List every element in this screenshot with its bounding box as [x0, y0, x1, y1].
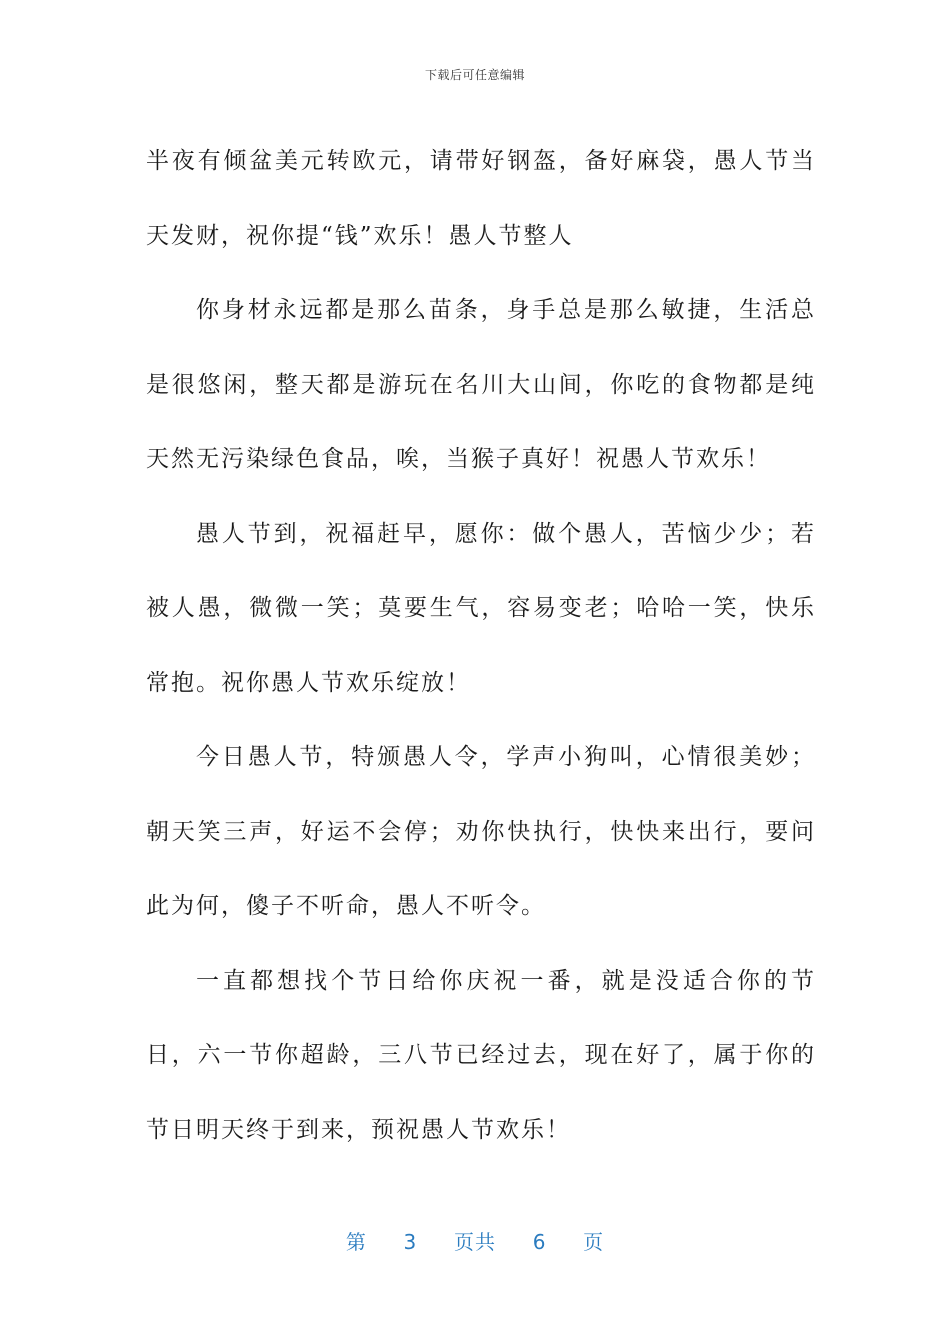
page-footer [0, 1226, 950, 1255]
paragraph-5: 一直都想找个节日给你庆祝一番，就是没适合你的节日，六一节你超龄，三八节已经过去，现在好了，属于你的节日明天终于到来，预祝愚人节欢乐！ [146, 967, 816, 1143]
footer-label-end: 页 [583, 1230, 605, 1254]
footer-label-page: 第 [345, 1230, 367, 1254]
footer-label-total: 页共 [454, 1230, 496, 1254]
footer-current-page: 3 [403, 1230, 418, 1254]
header-note: 下载后可任意编辑 [424, 68, 525, 82]
document-body [146, 124, 816, 1167]
paragraph-4: 今日愚人节，特颁愚人令，学声小狗叫，心情很美妙；朝天笑三声，好运不会停；劝你快执行，快快来出行，要问此为何，傻子不听命，愚人不听令。 [146, 744, 816, 919]
footer-total-pages: 6 [532, 1230, 547, 1254]
paragraph-1: 半夜有倾盆美元转欧元，请带好钢盔，备好麻袋，愚人节当天发财，祝你提“钱”欢乐！愚人节整人 [146, 148, 816, 249]
paragraph-3: 愚人节到，祝福赶早，愿你：做个愚人，苦恼少少；若被人愚，微微一笑；莫要生气，容易变老；哈哈一笑，快乐常抱。祝你愚人节欢乐绽放！ [146, 520, 816, 696]
paragraph-2: 你身材永远都是那么苗条，身手总是那么敏捷，生活总是很悠闲，整天都是游玩在名川大山间，你吃的食物都是纯天然无污染绿色食品，唉，当猴子真好！祝愚人节欢乐！ [146, 297, 816, 472]
